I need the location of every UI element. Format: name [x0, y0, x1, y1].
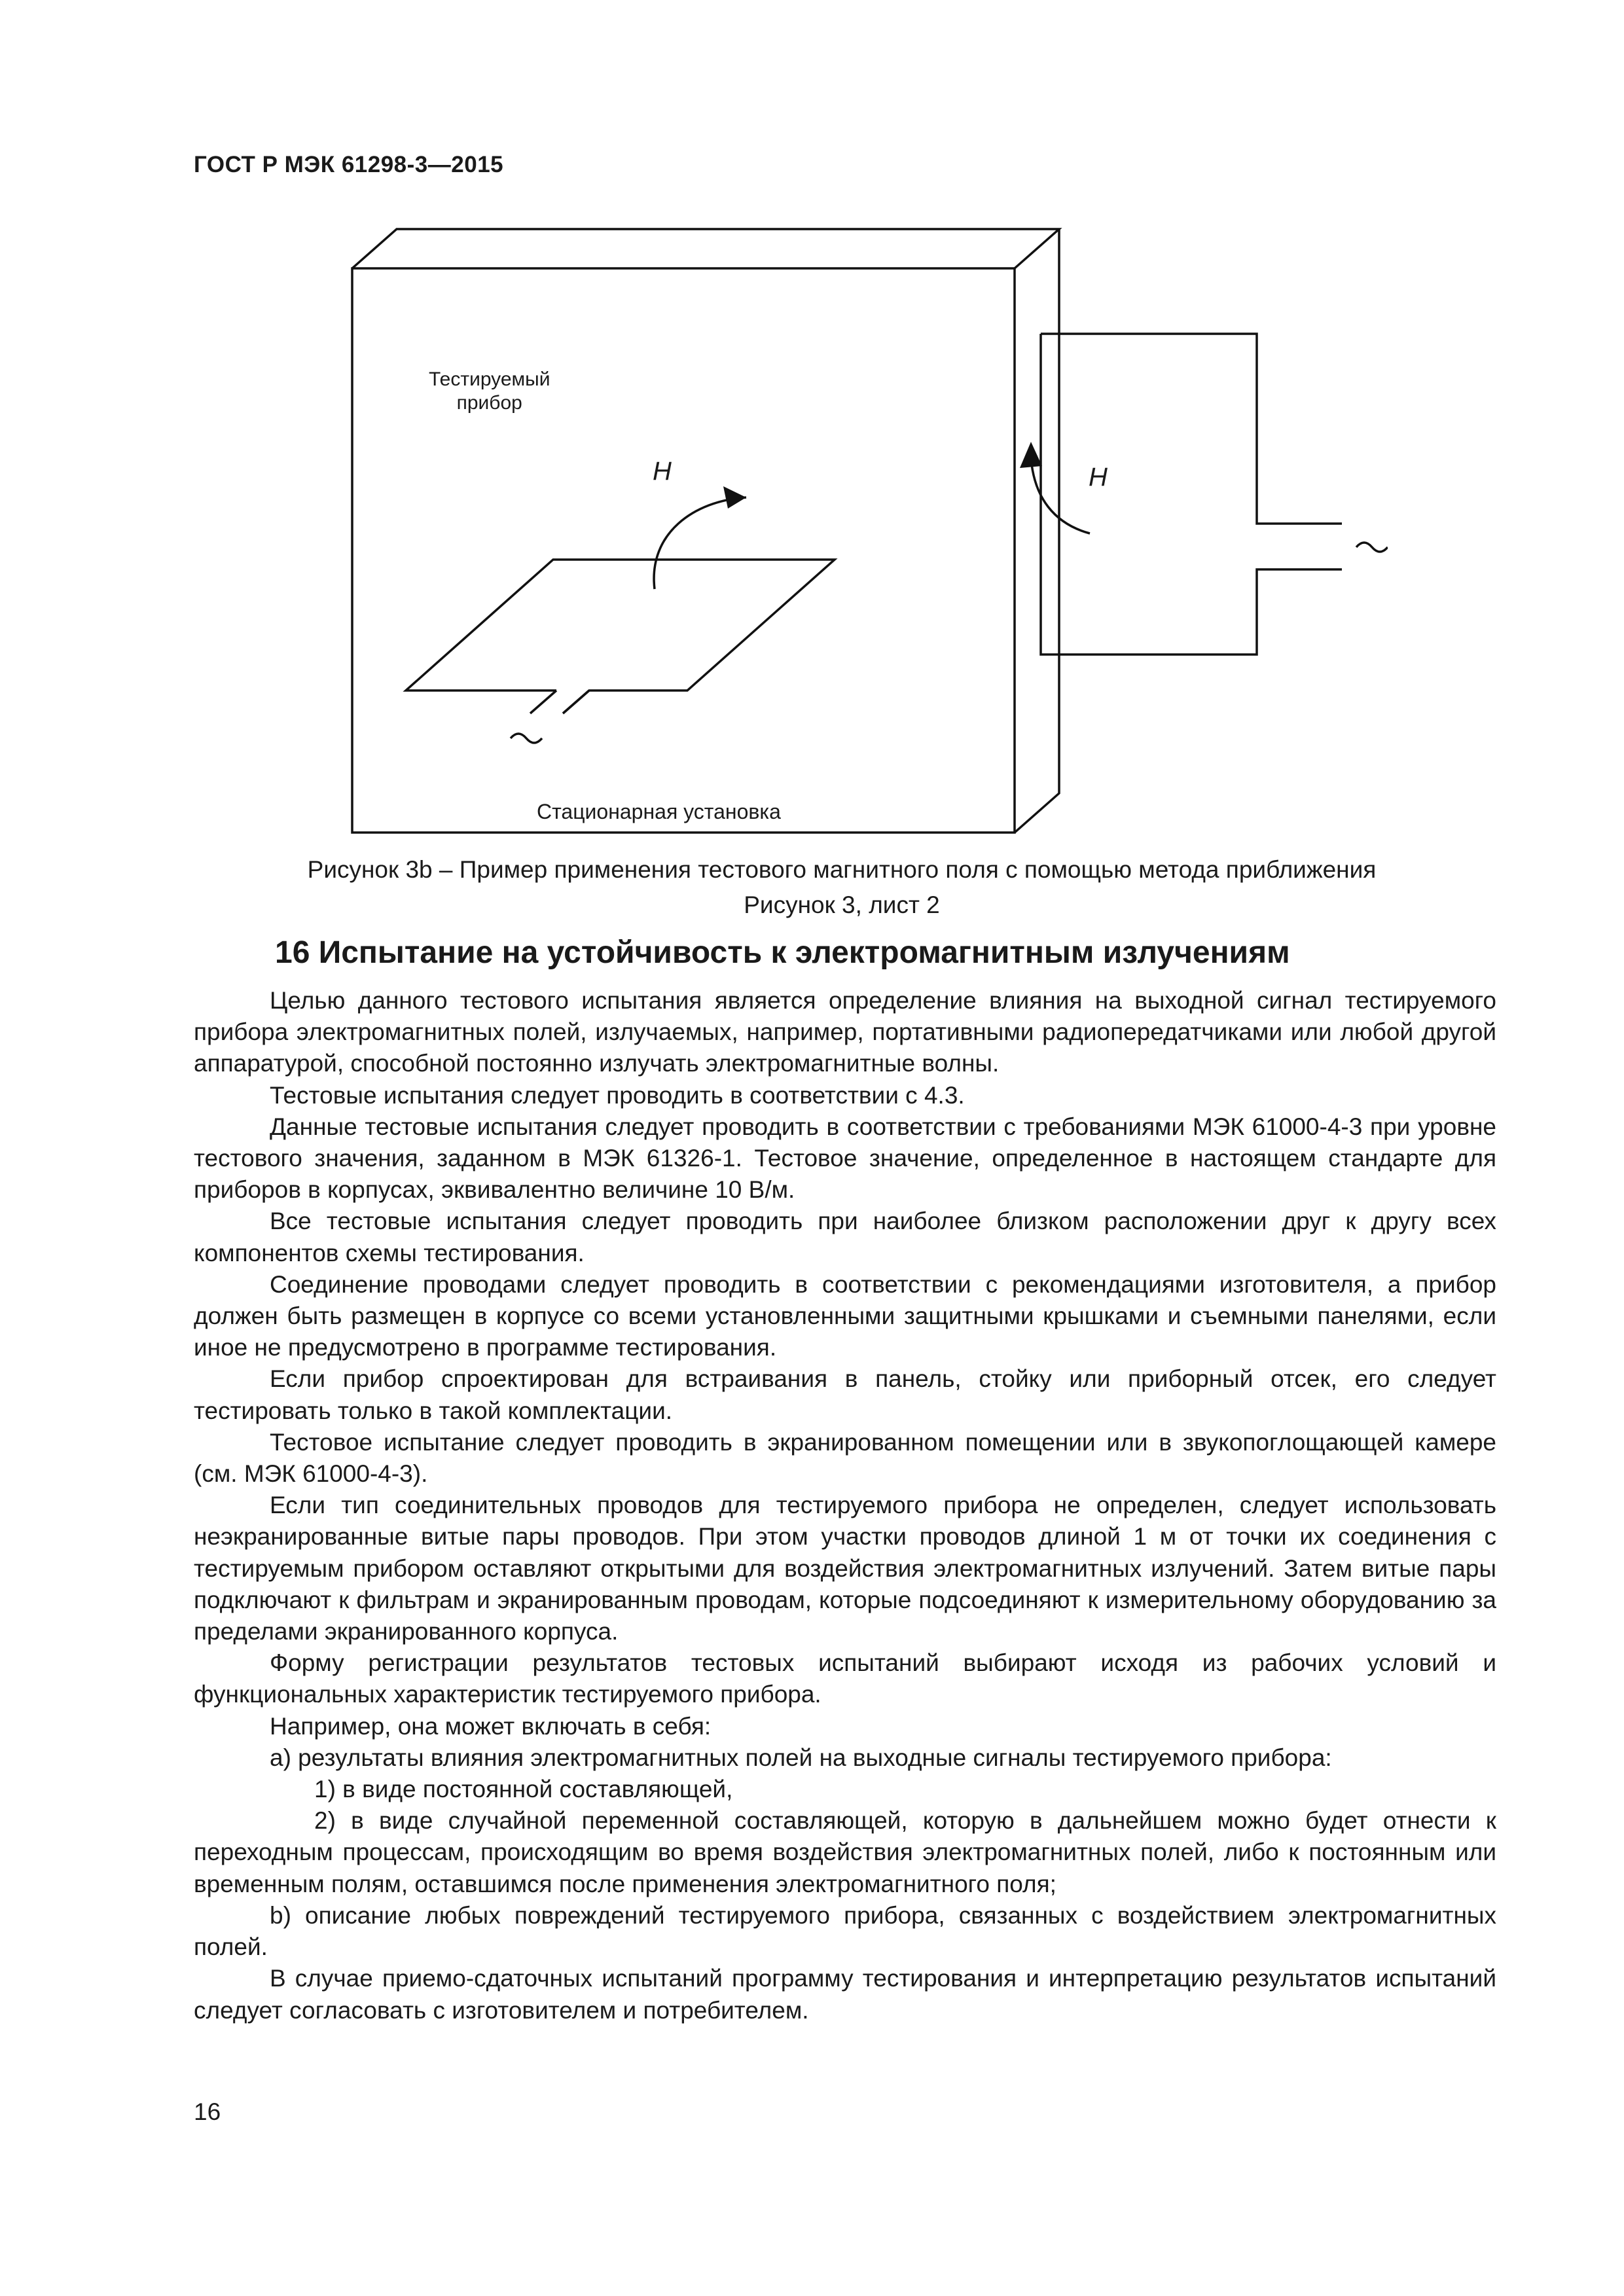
- paragraph: Тестовое испытание следует проводить в экранированном помещении или в звукопоглощающей камере (см. МЭК 61000-4-3).: [194, 1428, 1496, 1488]
- device-label: [429, 368, 550, 415]
- loop-antenna: [406, 560, 835, 713]
- section-body: [194, 985, 1496, 2026]
- device-label-line2: прибор: [456, 392, 522, 414]
- loop-lead-left: [530, 691, 556, 713]
- page-number: 16: [194, 2098, 221, 2125]
- document-header: ГОСТ Р МЭК 61298-3—2015: [194, 152, 504, 177]
- figure-caption: Рисунок 3b – Пример применения тестового магнитного поля с помощью метода приближения: [307, 856, 1377, 883]
- arrowhead-left: [723, 486, 746, 509]
- sub-list-item: 1) в виде постоянной составляющей,: [314, 1776, 733, 1803]
- device-box-side: [1015, 229, 1059, 833]
- paragraph: Форму регистрации результатов тестовых испытаний выбирают исходя из рабочих условий и функциональных характеристик тестируемого прибора.: [194, 1649, 1496, 1708]
- field-arc-left: [654, 497, 746, 589]
- paragraph: Тестовые испытания следует проводить в соответствии с 4.3.: [270, 1081, 965, 1109]
- paragraph: Например, она может включать в себя:: [270, 1712, 712, 1740]
- paragraph: Все тестовые испытания следует проводить при наиболее близком расположении друг к другу всех компонентов схемы тестирования.: [194, 1208, 1496, 1266]
- paragraph: В случае приемо-сдаточных испытаний программу тестирования и интерпретацию результатов испытаний следует согласовать с изготовителем и потребителем.: [194, 1965, 1496, 2024]
- ac-tilde-left: [511, 734, 542, 743]
- list-item: а) результаты влияния электромагнитных полей на выходные сигналы тестируемого прибора:: [270, 1744, 1332, 1771]
- paragraph: Целью данного тестового испытания является определение влияния на выходной сигнал тестируемого прибора электромагнитных полей, излучаемых, например, портативными радиопередатчиками или любой другой аппаратурой, способной постоянно излучать электромагнитные волны.: [194, 987, 1496, 1077]
- figure-drawing: [327, 223, 1388, 838]
- paragraph: Если прибор спроектирован для встраивания в панель, стойку или приборный отсек, его следует тестировать только в такой комплектации.: [194, 1365, 1496, 1424]
- device-box-front: [352, 268, 1015, 833]
- paragraph: Данные тестовые испытания следует проводить в соответствии с требованиями МЭК 61000-4-3 при уровне тестового значения, заданном в МЭК 61326-1. Тестовое значение, определенное в настоящем стандарте для приборов в корпусах, эквивалентно величине 10 В/м.: [194, 1113, 1496, 1204]
- list-item: b) описание любых повреждений тестируемого прибора, связанных с воздействием электромагнитных полей.: [194, 1901, 1496, 1961]
- device-label-line1: Тестируемый: [429, 368, 550, 390]
- field-symbol-right: H: [1089, 463, 1108, 492]
- external-loop: [1041, 334, 1342, 655]
- installation-label: Стационарная установка: [537, 800, 781, 823]
- sub-list-item: 2) в виде случайной переменной составляющей, которую в дальнейшем можно будет отнести к переходным процессам, происходящим во время воздействия электромагнитных полей, либо к постоянным или временным полям, оставшимся после применения электромагнитного поля;: [194, 1807, 1496, 1897]
- paragraph: Если тип соединительных проводов для тестируемого прибора не определен, следует использовать неэкранированные витые пары проводов. При этом участки проводов длиной 1 м от точки их соединения с тестируемым прибором оставляют открытыми для воздействия электромагнитных излучений. Затем витые пары подключают к фильтрам и экранированным проводам, которые подсоединяют к измерительному оборудованию за пределами экранированного корпуса.: [194, 1492, 1496, 1645]
- field-symbol-left: H: [653, 457, 672, 486]
- figure-sheet-caption: Рисунок 3, лист 2: [744, 891, 940, 918]
- section-title: 16 Испытание на устойчивость к электромагнитным излучениям: [275, 935, 1290, 970]
- ac-tilde-right: [1356, 543, 1388, 552]
- external-loop-top: [1041, 334, 1342, 524]
- device-box-top: [352, 229, 1059, 268]
- figure-3b: [327, 223, 1388, 838]
- loop-lead-right: [563, 691, 589, 713]
- arrowhead-right: [1020, 442, 1042, 468]
- paragraph: Соединение проводами следует проводить в соответствии с рекомендациями изготовителя, а прибор должен быть размещен в корпусе со всеми установленными защитными крышками и съемными панелями, если иное не предусмотрено в программе тестирования.: [194, 1270, 1496, 1361]
